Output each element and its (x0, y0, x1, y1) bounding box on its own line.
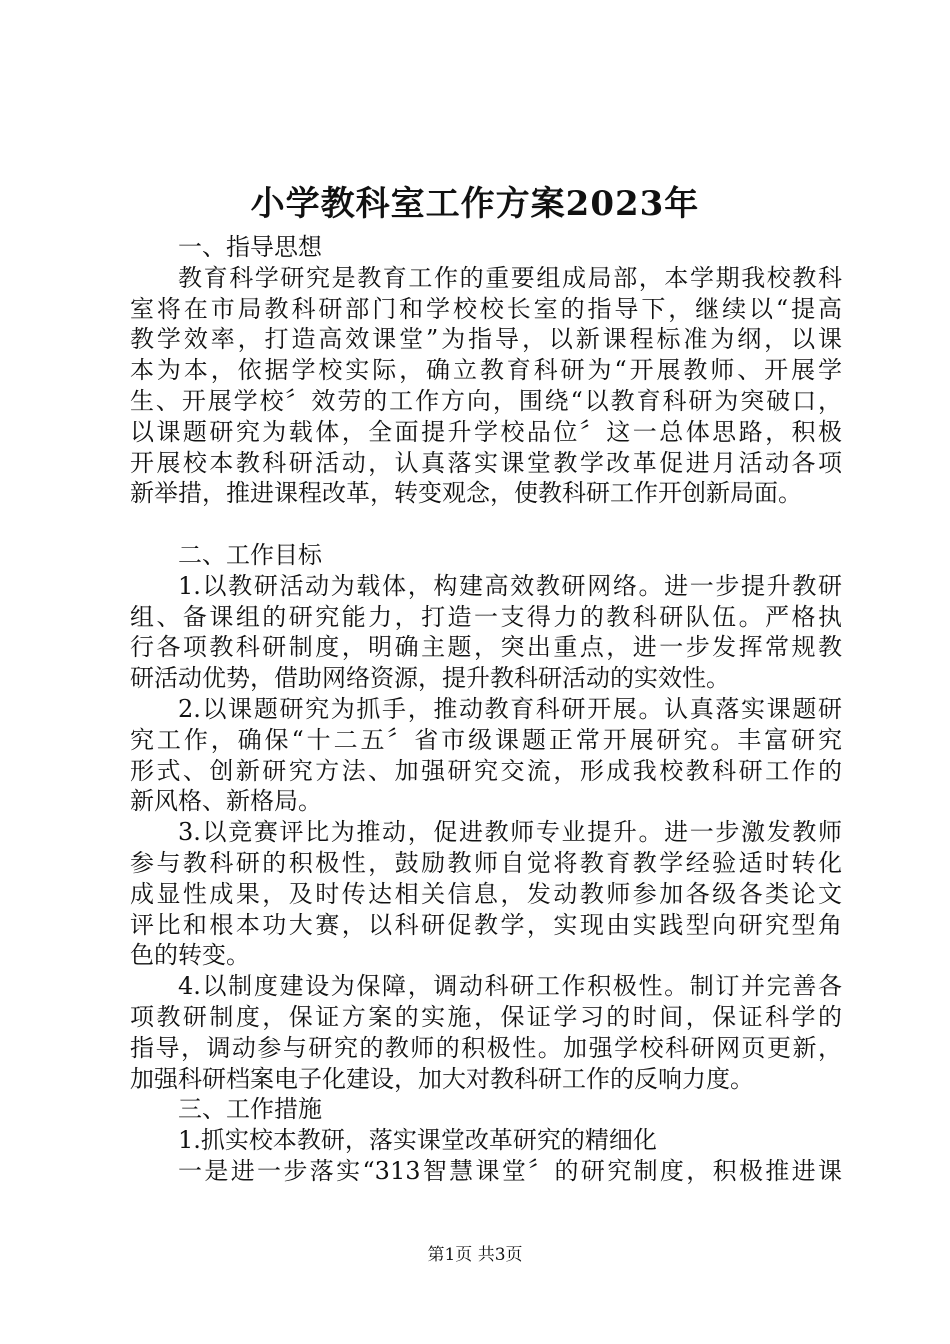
paragraph-line: 教学效率，打造高效课堂”为指导，以新课程标准为纲，以课 (130, 325, 842, 354)
paragraph-line: 4.以制度建设为保障，调动科研工作积极性。制订并完善各 (178, 972, 842, 1001)
paragraph-line: 1.以教研活动为载体，构建高效教研网络。进一步提升教研 (178, 571, 842, 600)
section-heading: 三、工作措施 (178, 1095, 322, 1124)
paragraph-line: 生、开展学校〞效劳的工作方向，围绕“以教育科研为突破口， (130, 386, 842, 415)
paragraph-line: 组、备课组的研究能力，打造一支得力的教科研队伍。严格执 (130, 602, 842, 631)
paragraph-line: 指导，调动参与研究的教师的积极性。加强学校科研网页更新， (130, 1033, 842, 1062)
paragraph-line: 项教研制度，保证方案的实施，保证学习的时间，保证科学的 (130, 1002, 842, 1031)
section-heading: 一、指导思想 (178, 233, 322, 261)
document-title: 小学教科室工作方案2023年 (250, 184, 700, 224)
paragraph-line: 一是进一步落实“313智慧课堂〞的研究制度，积极推进课 (178, 1156, 842, 1185)
paragraph-line: 研活动优势，借助网络资源，提升教科研活动的实效性。 (130, 664, 730, 693)
paragraph-line: 成显性成果，及时传达相关信息，发动教师参加各级各类论文 (130, 879, 842, 908)
paragraph-gap (130, 509, 842, 540)
section-heading: 二、工作目标 (178, 540, 322, 569)
paragraph-line: 本为本，依据学校实际，确立教育科研为“开展教师、开展学 (130, 356, 842, 385)
paragraph-line: 新风格、新格局。 (130, 787, 322, 816)
paragraph-line: 3.以竞赛评比为推动，促进教师专业提升。进一步激发教师 (178, 818, 842, 847)
paragraph-line: 教育科学研究是教育工作的重要组成局部，本学期我校教科 (178, 263, 842, 292)
page-footer: 第1页 共3页 (427, 1245, 523, 1265)
paragraph-line: 以课题研究为载体，全面提升学校品位〞这一总体思路，积极 (130, 417, 842, 446)
paragraph-line: 形式、创新研究方法、加强研究交流，形成我校教科研工作的 (130, 756, 842, 785)
paragraph-line: 参与教科研的积极性，鼓励教师自觉将教育教学经验适时转化 (130, 848, 842, 877)
paragraph-line: 2.以课题研究为抓手，推动教育科研开展。认真落实课题研 (178, 694, 842, 723)
paragraph-line: 究工作，确保“十二五〞省市级课题正常开展研究。丰富研究 (130, 725, 842, 754)
paragraph-line: 新举措，推进课程改革，转变观念，使教科研工作开创新局面。 (130, 479, 802, 508)
subsection-heading: 1.抓实校本教研，落实课堂改革研究的精细化 (178, 1126, 657, 1155)
paragraph-line: 开展校本教科研活动，认真落实课堂教学改革促进月活动各项 (130, 448, 842, 477)
paragraph-line: 行各项教科研制度，明确主题，突出重点，进一步发挥常规教 (130, 633, 842, 662)
paragraph-line: 色的转变。 (130, 941, 250, 970)
paragraph-line: 评比和根本功大赛，以科研促教学，实现由实践型向研究型角 (130, 910, 842, 939)
document-body (130, 232, 842, 1187)
paragraph-line: 室将在市局教科研部门和学校校长室的指导下，继续以“提高 (130, 294, 842, 323)
paragraph-line: 加强科研档案电子化建设，加大对教科研工作的反响力度。 (130, 1064, 754, 1093)
